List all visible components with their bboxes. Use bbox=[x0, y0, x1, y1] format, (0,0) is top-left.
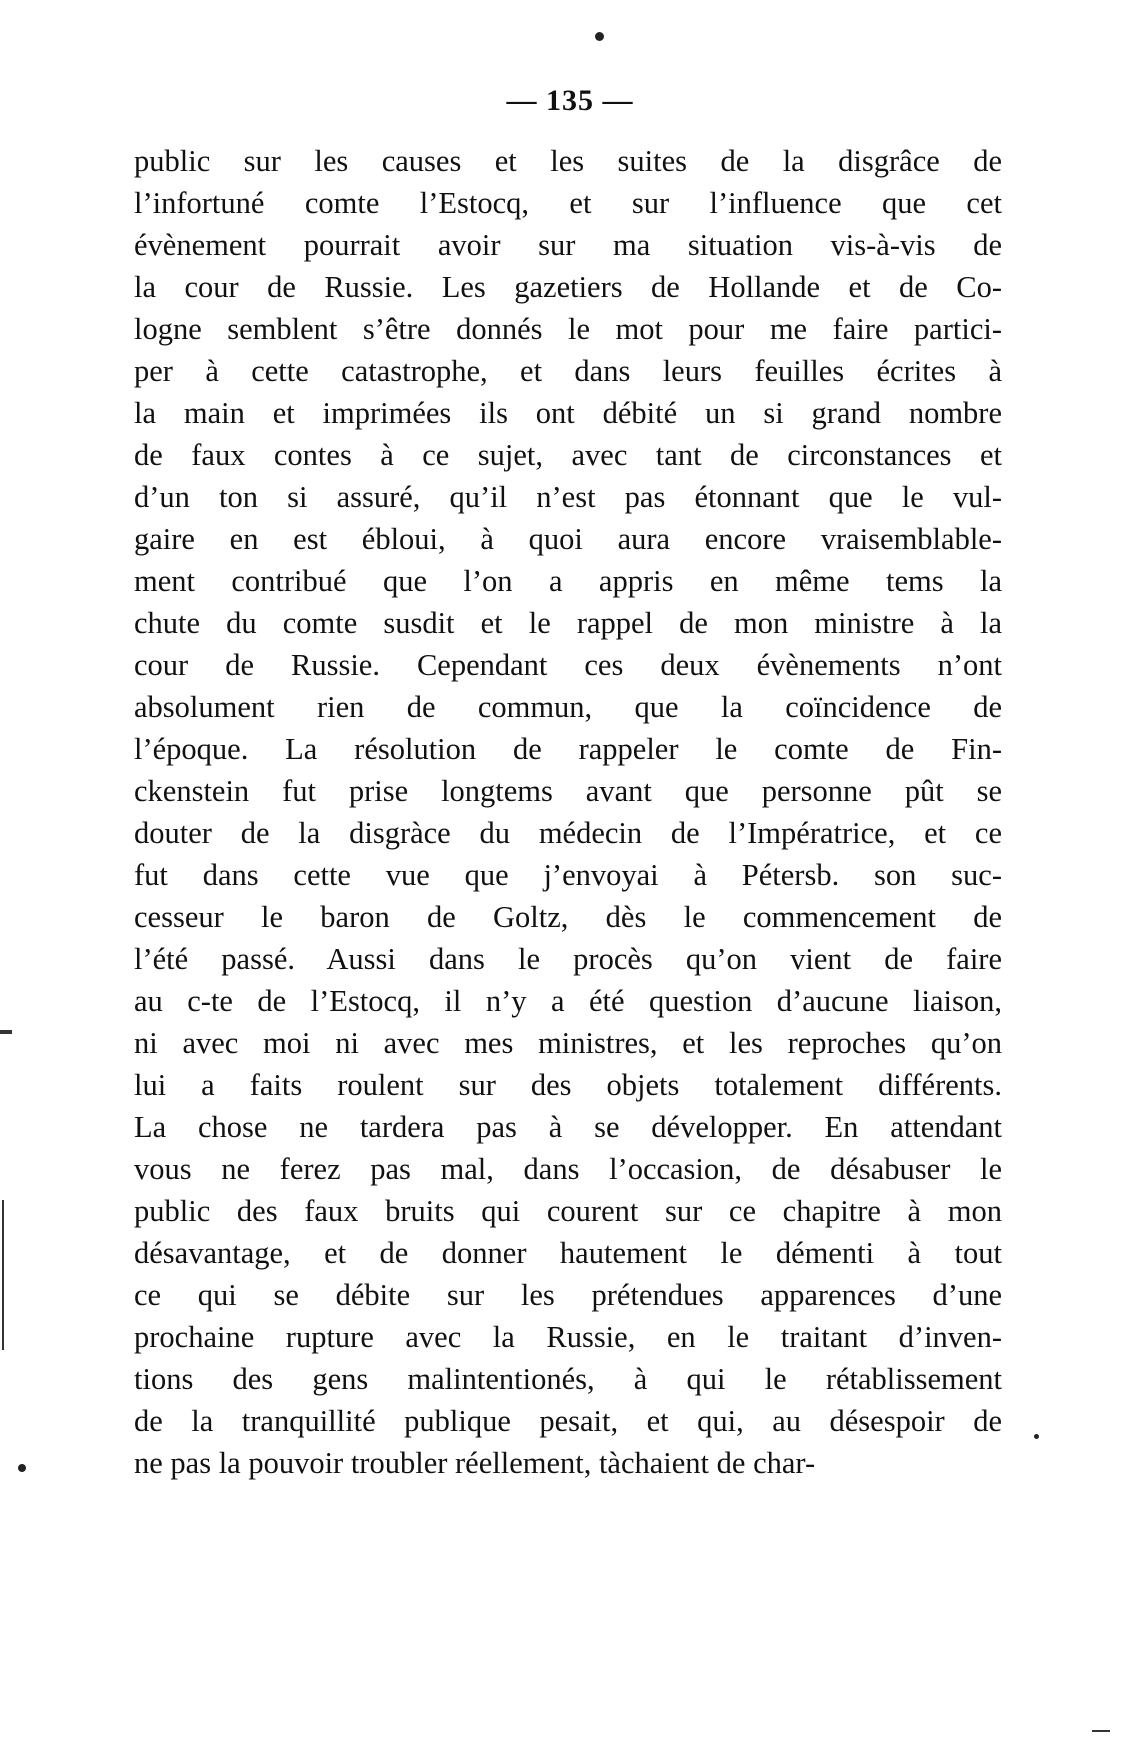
text-line: la main et imprimées ils ont débité un si grand nombre bbox=[134, 396, 1002, 430]
text-line: vous ne ferez pas mal, dans l’occasion, de désabuser le bbox=[134, 1152, 1002, 1186]
text-line: absolument rien de commun, que la coïncidence de bbox=[134, 690, 1002, 724]
text-line: chute du comte susdit et le rappel de mon ministre à la bbox=[134, 606, 1002, 640]
text-line: per à cette catastrophe, et dans leurs feuilles écrites à bbox=[134, 354, 1002, 388]
text-line: ce qui se débite sur les prétendues apparences d’une bbox=[134, 1278, 1002, 1312]
text-line: de la tranquillité publique pesait, et qui, au désespoir de bbox=[134, 1404, 1002, 1438]
text-line: ment contribué que l’on a appris en même tems la bbox=[134, 564, 1002, 598]
text-line: ne pas la pouvoir troubler réellement, tàchaient de char- bbox=[134, 1446, 816, 1480]
scan-edge-mark bbox=[1092, 1730, 1110, 1732]
text-line: La chose ne tardera pas à se développer. En attendant bbox=[134, 1110, 1002, 1144]
text-line: public sur les causes et les suites de la disgrâce de bbox=[134, 144, 1002, 178]
scan-speck bbox=[18, 1464, 26, 1472]
scan-edge-mark bbox=[2, 1200, 4, 1350]
scan-speck bbox=[595, 32, 604, 41]
text-line: ckenstein fut prise longtems avant que personne pût se bbox=[134, 774, 1002, 808]
page-number: — 135 — bbox=[506, 84, 634, 117]
scan-edge-mark bbox=[0, 1030, 12, 1034]
text-line: logne semblent s’être donnés le mot pour me faire partici- bbox=[134, 312, 1002, 346]
text-line: tions des gens malintentionés, à qui le rétablissement bbox=[134, 1362, 1002, 1396]
text-line: l’époque. La résolution de rappeler le comte de Fin- bbox=[134, 732, 1002, 766]
text-line: cour de Russie. Cependant ces deux évènements n’ont bbox=[134, 648, 1002, 682]
text-line: ni avec moi ni avec mes ministres, et les reproches qu’on bbox=[134, 1026, 1002, 1060]
text-line: lui a faits roulent sur des objets totalement différents. bbox=[134, 1068, 1002, 1102]
body-text bbox=[134, 140, 1002, 1484]
text-line: désavantage, et de donner hautement le démenti à tout bbox=[134, 1236, 1002, 1270]
text-line: cesseur le baron de Goltz, dès le commencement de bbox=[134, 900, 1002, 934]
text-line: l’été passé. Aussi dans le procès qu’on vient de faire bbox=[134, 942, 1002, 976]
text-line: évènement pourrait avoir sur ma situation vis-à-vis de bbox=[134, 228, 1002, 262]
text-line: la cour de Russie. Les gazetiers de Hollande et de Co- bbox=[134, 270, 1002, 304]
text-line: douter de la disgràce du médecin de l’Impératrice, et ce bbox=[134, 816, 1002, 850]
text-line: d’un ton si assuré, qu’il n’est pas étonnant que le vul- bbox=[134, 480, 1002, 514]
text-line: fut dans cette vue que j’envoyai à Pétersb. son suc- bbox=[134, 858, 1002, 892]
text-line: prochaine rupture avec la Russie, en le traitant d’inven- bbox=[134, 1320, 1002, 1354]
text-line: gaire en est ébloui, à quoi aura encore vraisemblable- bbox=[134, 522, 1002, 556]
text-line: l’infortuné comte l’Estocq, et sur l’influence que cet bbox=[134, 186, 1002, 220]
text-line: public des faux bruits qui courent sur ce chapitre à mon bbox=[134, 1194, 1002, 1228]
scan-speck bbox=[1034, 1434, 1039, 1439]
text-line: au c-te de l’Estocq, il n’y a été question d’aucune liaison, bbox=[134, 984, 1002, 1018]
text-line: de faux contes à ce sujet, avec tant de circonstances et bbox=[134, 438, 1002, 472]
